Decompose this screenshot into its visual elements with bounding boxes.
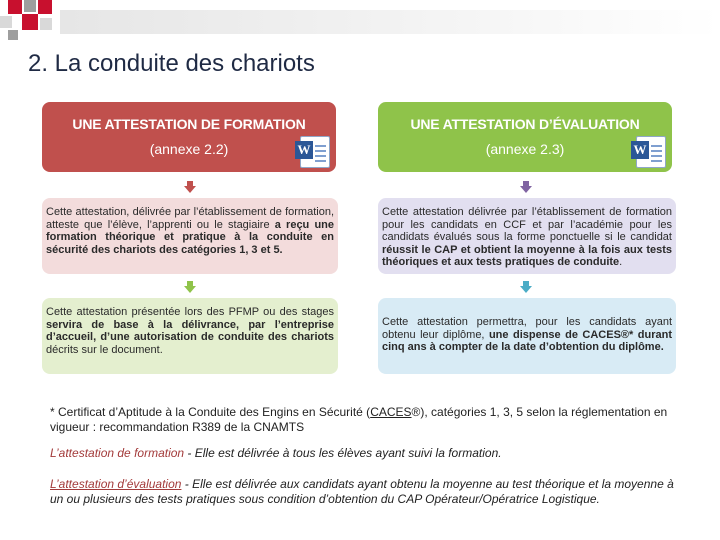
formation-usage	[42, 298, 338, 374]
evaluation-description-end: .	[619, 256, 623, 268]
formation-usage-text: Cette attestation présentée lors des PFMP ou des stages	[46, 306, 334, 318]
formation-note-text: - Elle est délivrée à tous les élèves ayant suivi la formation.	[184, 446, 502, 460]
evaluation-usage	[378, 298, 676, 374]
corner-square-red	[8, 0, 22, 14]
evaluation-description-text: Cette attestation délivrée par l’établissement de formation pour les candidats en CCF et par l’académie pour les candidats évalués sous la forme ponctuelle si le candidat	[382, 206, 672, 243]
formation-description-text: Cette attestation, délivrée par l’établissement de formation, atteste que l’élève, l’apprenti ou le stagiaire	[46, 206, 334, 231]
down-arrow-icon	[184, 281, 196, 293]
caces-footnote	[50, 405, 690, 435]
formation-usage-end: décrits sur le document.	[46, 343, 163, 356]
corner-square-red	[22, 14, 38, 30]
evaluation-header-annex: (annexe 2.3)	[485, 141, 565, 157]
corner-square-red	[38, 0, 52, 14]
corner-square-light	[40, 18, 52, 30]
formation-description-bold: a reçu une formation théorique et pratique à la conduite en sécurité des chariots des catégories 1, 3 et 5.	[46, 218, 334, 256]
corner-square-light	[0, 16, 12, 28]
down-arrow-icon	[520, 181, 532, 193]
caces-link[interactable]: CACES	[370, 405, 412, 419]
down-arrow-icon	[184, 181, 196, 193]
corner-square-gray	[24, 0, 36, 12]
evaluation-note	[50, 477, 690, 507]
page-title: 2. La conduite des chariots	[28, 50, 315, 77]
word-document-icon: W	[300, 136, 330, 168]
formation-header	[42, 102, 336, 172]
down-arrow-icon	[520, 281, 532, 293]
formation-note-label: L’attestation de formation	[50, 446, 185, 460]
evaluation-usage-bold: une dispense de CACES®* durant cinq ans à compter de la date d’obtention du diplôme.	[382, 328, 672, 353]
formation-description	[42, 198, 338, 274]
header-band	[60, 10, 720, 34]
caces-footnote-text: * Certificat d’Aptitude à la Conduite des Engins en Sécurité (	[50, 405, 371, 419]
caces-footnote-rest: ®), catégories 1, 3, 5 selon la réglementation en vigueur : recommandation R389 de la CNAMTS	[50, 405, 668, 434]
formation-usage-bold: servira de base à la délivrance, par l’entreprise d’accueil, d’une autorisation de conduite des chariots	[46, 318, 334, 343]
evaluation-description	[378, 198, 676, 274]
formation-header-annex: (annexe 2.2)	[149, 141, 229, 157]
evaluation-header-title: UNE ATTESTATION D’ÉVALUATION	[410, 116, 640, 132]
evaluation-header	[378, 102, 672, 172]
evaluation-description-bold: réussit le CAP et obtient la moyenne à la fois aux tests théoriques et aux tests pratiques de conduite	[382, 243, 672, 268]
evaluation-note-label: L’attestation d’évaluation	[50, 477, 182, 491]
evaluation-note-text: - Elle est délivrée aux candidats ayant obtenu la moyenne au test théorique et la moyenne à un ou plusieurs des tests pratiques sous condition d’obtention du CAP Opérateur/Opératrice Logistique.	[50, 477, 674, 506]
evaluation-usage-text: Cette attestation permettra, pour les candidats ayant obtenu leur diplôme,	[382, 316, 672, 341]
word-document-icon: W	[636, 136, 666, 168]
formation-note	[50, 446, 690, 461]
corner-square-gray	[8, 30, 18, 40]
formation-header-title: UNE ATTESTATION DE FORMATION	[72, 116, 306, 132]
